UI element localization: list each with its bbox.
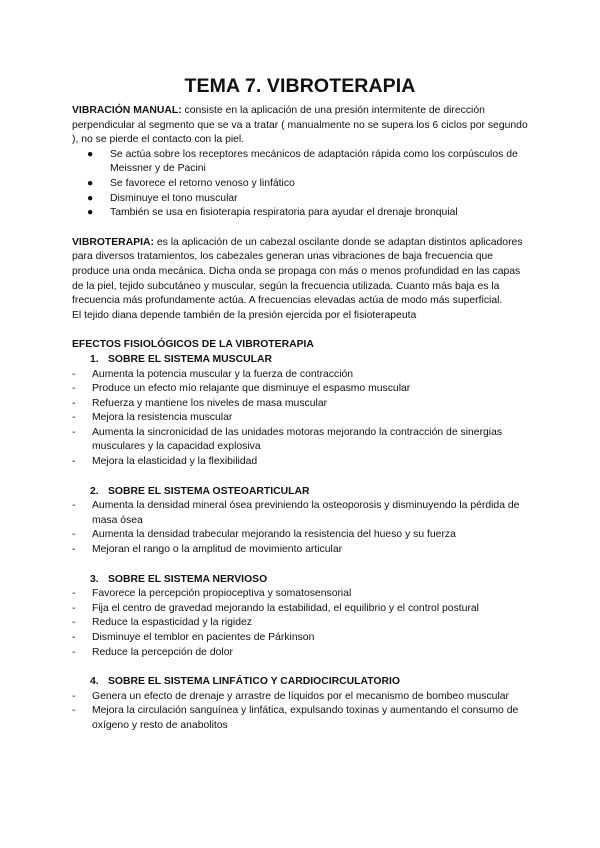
bullet-icon: ● bbox=[87, 207, 94, 219]
vibroterapia-term: VIBROTERAPIA: bbox=[72, 236, 154, 248]
list-item: - Aumenta la densidad mineral ósea previniendo la osteoporosis y disminuyendo la pérdida de masa ósea bbox=[72, 500, 520, 526]
list-item: - Mejora la resistencia muscular bbox=[72, 411, 528, 426]
dash-marker: - bbox=[72, 632, 76, 643]
document-page bbox=[72, 74, 528, 734]
section-list bbox=[72, 690, 528, 734]
dash-marker: - bbox=[72, 529, 76, 541]
list-item: - Mejora la circulación sanguínea y linfática, expulsando toxinas y aumentando el consumo de oxígeno y resto de anabolitos bbox=[72, 705, 519, 731]
section-title: 2. SOBRE EL SISTEMA OSTEOARTICULAR bbox=[90, 485, 310, 497]
list-item: - Favorece la percepción propioceptiva y somatosensorial bbox=[72, 587, 528, 602]
vibroterapia-paragraph bbox=[72, 236, 528, 309]
list-item: ● Se favorece el retorno venoso y linfático bbox=[72, 177, 528, 192]
section-title: 3. SOBRE EL SISTEMA NERVIOSO bbox=[90, 573, 268, 585]
document-title: TEMA 7. VIBROTERAPIA bbox=[184, 75, 416, 97]
vibracion-bullet-list bbox=[72, 148, 528, 221]
list-item: - Mejoran el rango o la amplitud de movimiento articular bbox=[72, 543, 528, 558]
dash-marker: - bbox=[72, 383, 76, 395]
vibracion-text: consiste en la aplicación de una presión intermitente de dirección perpendicular al segmento que se va a tratar ( manualmente no se supera los 6 ciclos por segundo ), no se pierde el contacto con la piel. bbox=[72, 105, 528, 146]
dash-marker: - bbox=[72, 588, 76, 600]
efectos-title: EFECTOS FISIOLÓGICOS DE LA VIBROTERAPIA bbox=[72, 339, 314, 351]
dash-marker: - bbox=[72, 705, 76, 717]
list-item: - Fija el centro de gravedad mejorando la estabilidad, el equilibrio y el control postural bbox=[72, 602, 528, 617]
list-item: - Reduce la percepción de dolor bbox=[72, 646, 528, 661]
vibroterapia-note: El tejido diana depende también de la presión ejercida por el fisioterapeuta bbox=[72, 309, 417, 321]
dash-marker: - bbox=[72, 602, 76, 614]
vibroterapia-text: es la aplicación de un cabezal oscilante donde se adaptan distintos aplicadores para diversos tratamientos, los cabezales generan unas vibraciones de baja frecuencia que produce una onda mecánica. Dicha onda se propaga con más o menos profundidad en las capas de la piel, tejido subcutáneo y muscular, según la frecuencia utilizada. Cuanto más baja es la frecuencia más profundamente actúa. A frecuencias elevadas actúa de modo más superficial. bbox=[72, 236, 523, 307]
list-item: - Aumenta la sincronicidad de las unidades motoras mejorando la contracción de sinergias musculares y la capacidad explosiva bbox=[72, 426, 503, 453]
list-item: - Aumenta la potencia muscular y la fuerza de contracción bbox=[72, 368, 528, 383]
list-item: - Refuerza y mantiene los niveles de masa muscular bbox=[72, 397, 528, 412]
list-item: - Mejora la elasticidad y la flexibilidad bbox=[72, 455, 528, 470]
dash-marker: - bbox=[72, 617, 76, 629]
section-list bbox=[72, 499, 528, 557]
bullet-icon: ● bbox=[87, 148, 94, 160]
section-list bbox=[72, 368, 528, 470]
section-list bbox=[72, 587, 528, 660]
list-item: - Aumenta la densidad trabecular mejorando la resistencia del hueso y su fuerza bbox=[72, 528, 528, 543]
section-title: 4. SOBRE EL SISTEMA LINFÁTICO Y CARDIOCIRCULATORIO bbox=[90, 676, 400, 688]
dash-marker: - bbox=[72, 456, 76, 468]
dash-marker: - bbox=[72, 397, 76, 409]
list-item: ● Disminuye el tono muscular bbox=[72, 192, 528, 207]
dash-marker: - bbox=[72, 426, 76, 438]
section-title: 1. SOBRE EL SISTEMA MUSCULAR bbox=[90, 353, 272, 365]
bullet-icon: ● bbox=[87, 177, 94, 189]
vibracion-paragraph bbox=[72, 104, 528, 148]
list-item: - Reduce la espasticidad y la rigidez bbox=[72, 616, 528, 631]
list-item: ● Se actúa sobre los receptores mecánicos de adaptación rápida como los corpúsculos de Meissner y de Pacini bbox=[87, 148, 518, 175]
list-item: ● También se usa en fisioterapia respiratoria para ayudar el drenaje bronquial bbox=[72, 206, 528, 221]
dash-marker: - bbox=[72, 412, 76, 424]
dash-marker: - bbox=[72, 646, 76, 658]
list-item: - Disminuye el temblor en pacientes de Párkinson bbox=[72, 631, 528, 646]
bullet-icon: ● bbox=[87, 192, 94, 204]
dash-marker: - bbox=[72, 368, 76, 380]
dash-marker: - bbox=[72, 500, 76, 512]
vibracion-term: VIBRACIÓN MANUAL: bbox=[72, 105, 182, 116]
dash-marker: - bbox=[72, 544, 76, 556]
list-item: - Produce un efecto mío relajante que disminuye el espasmo muscular bbox=[72, 382, 528, 397]
dash-marker: - bbox=[72, 690, 76, 702]
list-item: - Genera un efecto de drenaje y arrastre de líquidos por el mecanismo de bombeo muscular bbox=[72, 690, 528, 705]
